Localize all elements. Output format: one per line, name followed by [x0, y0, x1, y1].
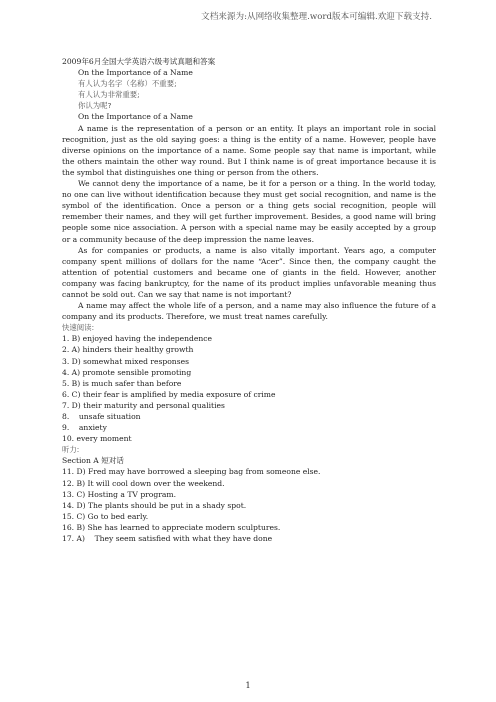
answer-line: 6. C) their fear is amplified by media exposure of crime: [62, 389, 276, 399]
essay-title: On the Importance of a Name: [78, 68, 193, 78]
answer-line: 17. A) They seem satisfied with what they have done: [62, 534, 273, 544]
answer-line: 15. C) Go to bed early.: [62, 511, 149, 521]
answer-line: 5. B) is much safer than before: [62, 378, 182, 388]
answer-line: 4. A) promote sensible promoting: [62, 367, 192, 377]
page-number: 1: [245, 681, 251, 690]
essay-title: On the Importance of a Name: [78, 112, 193, 122]
answer-line: 2. A) hinders their healthy growth: [62, 345, 194, 355]
answer-line: 13. C) Hosting a TV program.: [62, 489, 177, 499]
essay-paragraph: As for companies or products, a name is also vitally important. Years ago, a computer company spent millions of dollars for the name “Acer”. Since then, the company caught the attention of potential customers and became one of giants in the field. However, another company was facing bankruptcy, for the name of its product implies unfavorable meaning thus cannot be sold out. Can we say that name is not important?: [62, 245, 436, 299]
section-heading: 快速阅读:: [62, 323, 95, 333]
section-subheading: Section A 短对话: [62, 456, 124, 466]
essay-paragraph: We cannot deny the importance of a name, be it for a person or a thing. In the world today, no one can live without identification because they must get social recognition, and name is the symbol of the identification. Once a person or a thing gets social recognition, people will remember their names, and they will get further improvement. Besides, a good name will bring people some nice association. A person with a special name may be easily accepted by a group or a community because of the deep impression the name leaves.: [62, 179, 436, 244]
essay-paragraph: A name is the representation of a person or an entity. It plays an important role in social recognition, just as the old saying goes: a thing is the entity of a name. However, people have diverse opinions on the importance of a name. Some people say that name is important, while the others maintain the other way round. But I think name is of great importance because it is the symbol that distinguishes one thing or person from the others.: [62, 123, 436, 177]
prompt-line: 你认为呢?: [78, 101, 112, 111]
essay-paragraph: A name may affect the whole life of a person, and a name may also influence the future of a company and its products. Therefore, we must treat names carefully.: [62, 301, 436, 322]
answer-line: 16. B) She has learned to appreciate modern sculptures.: [62, 522, 281, 532]
answer-line: 12. B) It will cool down over the weekend.: [62, 478, 225, 488]
answer-line: 1. B) enjoyed having the independence: [62, 334, 213, 344]
prompt-line: 有人认为名字（名称）不重要;: [78, 79, 177, 89]
prompt-line: 有人认为非常重要;: [78, 90, 140, 100]
document-title: 2009年6月全国大学英语六级考试真题和答案: [62, 57, 216, 66]
document-body: [62, 56, 436, 544]
answer-line: 3. D) somewhat mixed responses: [62, 356, 189, 366]
page-header: 文档来源为:从网络收集整理.word版本可编辑.欢迎下载支持.: [201, 12, 432, 22]
answer-line: 10. every moment: [62, 434, 132, 444]
answer-line: 7. D) their maturity and personal qualities: [62, 400, 225, 410]
answer-line: 8. unsafe situation: [62, 412, 141, 421]
answer-line: 11. D) Fred may have borrowed a sleeping bag from someone else.: [62, 467, 321, 477]
answer-line: 14. D) The plants should be put in a shady spot.: [62, 500, 247, 510]
section-heading: 听力:: [62, 445, 80, 455]
answer-line: 9. anxiety: [62, 423, 107, 433]
